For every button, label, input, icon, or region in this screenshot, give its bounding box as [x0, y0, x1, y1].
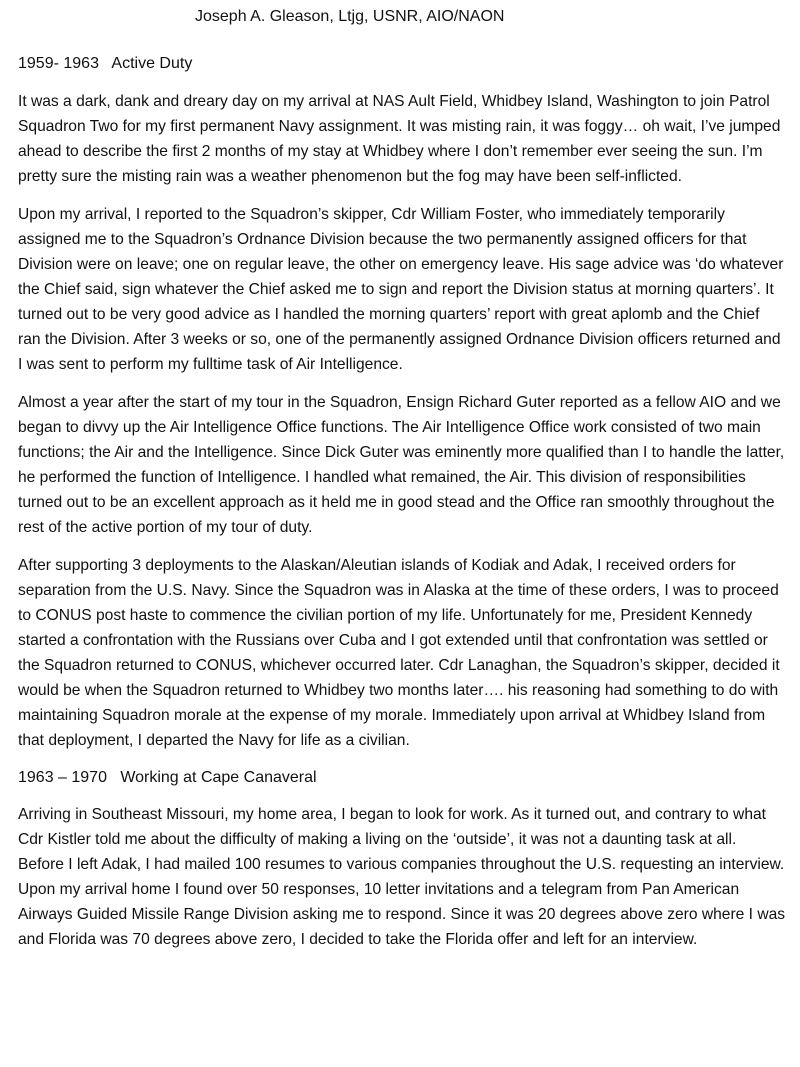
paragraph: Arriving in Southeast Missouri, my home area, I began to look for work. As it turned out, and contrary to what Cdr Kistler told me about the difficulty of making a living on the ‘outside’, it was not a daunting task at all. Before I left Adak, I had mailed 100 resumes to various companies throughout the U.S. requesting an interview. Upon my arrival home I found over 50 responses, 10 letter invitations and a telegram from Pan American Airways Guided Missile Range Division asking me to respond. Since it was 20 degrees above zero where I was and Florida was 70 degrees above zero, I decided to take the Florida offer and left for an interview.	[18, 806, 786, 948]
paragraph: Almost a year after the start of my tour in the Squadron, Ensign Richard Guter reported as a fellow AIO and we began to divvy up the Air Intelligence Office functions. The Air Intelligence Office work consisted of two main functions; the Air and the Intelligence. Since Dick Guter was eminently more qualified than I to handle the latter, he performed the function of Intelligence. I handled what remained, the Air. This division of responsibilities turned out to be an excellent approach as it held me in good stead and the Office ran smoothly throughout the rest of the active portion of my tour of duty.	[18, 394, 785, 536]
document-header: Joseph A. Gleason, Ltjg, USNR, AIO/NAON	[195, 8, 505, 25]
paragraph: It was a dark, dank and dreary day on my arrival at NAS Ault Field, Whidbey Island, Washington to join Patrol Squadron Two for my first permanent Navy assignment. It was misting rain, it was foggy… oh wait, I’ve jumped ahead to describe the first 2 months of my stay at Whidbey where I don’t remember ever seeing the sun. I’m pretty sure the misting rain was a weather phenomenon but the fog may have been self-inflicted.	[18, 93, 781, 185]
section-heading-cape-canaveral: 1963 – 1970 Working at Cape Canaveral	[18, 769, 317, 786]
paragraph: After supporting 3 deployments to the Alaskan/Aleutian islands of Kodiak and Adak, I received orders for separation from the U.S. Navy. Since the Squadron was in Alaska at the time of these orders, I was to proceed to CONUS post haste to commence the civilian portion of my life. Unfortunately for me, President Kennedy started a confrontation with the Russians over Cuba and I got extended until that confrontation was settled or the Squadron returned to CONUS, whichever occurred later. Cdr Lanaghan, the Squadron’s skipper, decided it would be when the Squadron returned to Whidbey two months later…. his reasoning had something to do with maintaining Squadron morale at the expense of my morale. Immediately upon arrival at Whidbey Island from that deployment, I departed the Navy for life as a civilian.	[18, 557, 780, 749]
paragraph: Upon my arrival, I reported to the Squadron’s skipper, Cdr William Foster, who immediately temporarily assigned me to the Squadron’s Ordnance Division because the two permanently assigned officers for that Division were on leave; one on regular leave, the other on emergency leave. His sage advice was ‘do whatever the Chief said, sign whatever the Chief asked me to sign and report the Division status at morning quarters’. It turned out to be very good advice as I handled the morning quarters’ report with great aplomb and the Chief ran the Division. After 3 weeks or so, one of the permanently assigned Ordnance Division officers returned and I was sent to perform my fulltime task of Air Intelligence.	[18, 206, 784, 373]
section-heading-active-duty: 1959- 1963 Active Duty	[18, 55, 193, 72]
